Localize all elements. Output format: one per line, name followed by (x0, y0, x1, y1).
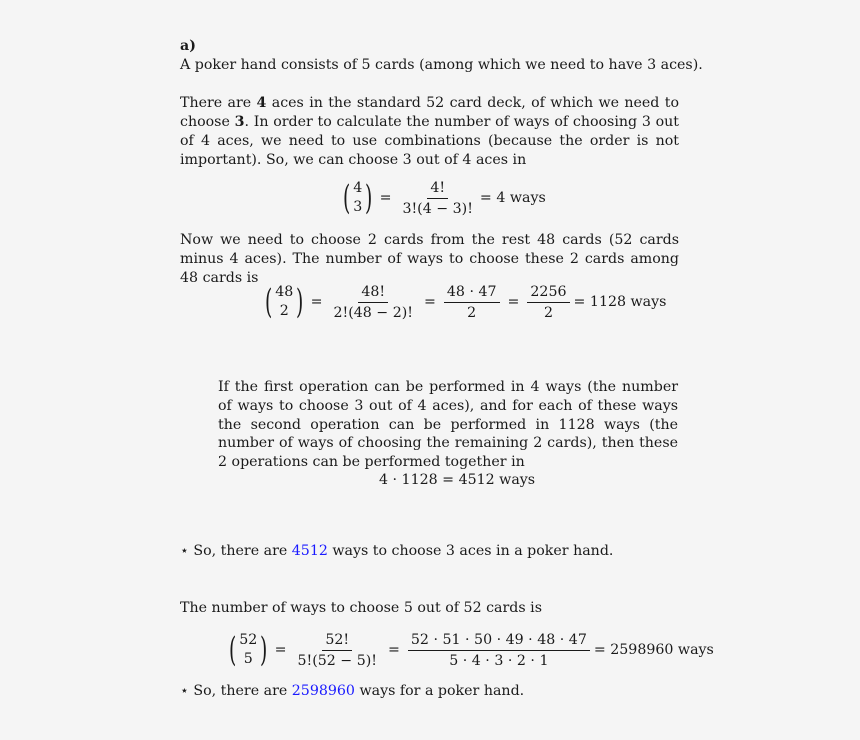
binomial-48-2: ( 48 2 ) (264, 282, 304, 322)
multiplication-rule-paragraph: If the first operation can be performed in 4 ways (the number of ways to choose 3 out of 4 aces), and for each of these ways the second operation can be performed in 1128 ways (the number of ways of choosing the remaining 2 cards), then these 2 operations can be performed together in (218, 379, 678, 471)
binomial-4-3: ( 4 3 ) (342, 178, 373, 218)
highlight-value: 4512 (291, 543, 328, 559)
equation-product: 4 · 1128 = 4512 ways (379, 472, 536, 488)
aces-paragraph: There are 4 aces in the standard 52 card deck, of which we need to choose 3. In order to calculate the number of ways of choosing 3 out of 4 aces, we need to use combinations (because the order is not important). So, we can choose 3 out of 4 aces in (180, 95, 679, 168)
choose-count: 3 (234, 114, 245, 130)
star-icon: ⋆ (180, 683, 189, 699)
fraction: $\frac{52!}{5!(52 - 5)!}$ (297, 631, 377, 669)
intro-text: A poker hand consists of 5 cards (among which we need to have 3 aces). (180, 57, 703, 73)
fraction: $\frac{4!}{3!(4 - 3)!}$ (402, 179, 473, 217)
equation-total: ( 52 5 ) = $\frac{52!}{5!(52 - 5)!}$ = $\frac{52 \cdot 51 \cdot 50 \cdot 49 \cdot 48 \cdot 47}{5 \cdot 4 \cdot 3 \cdot 2 \cdot 1}$ = 2598960 ways (226, 630, 714, 670)
binomial-52-5: ( 52 5 ) (228, 630, 268, 670)
fraction: $\frac{48 \cdot 47}{2}$ (444, 283, 500, 322)
total-paragraph: The number of ways to choose 5 out of 52 cards is (180, 600, 542, 616)
equation-remaining: ( 48 2 ) = $\frac{48!}{2!(48 - 2)!}$ = $\frac{48 \cdot 47}{2}$ = $\frac{2256}{2}$ = 1128 ways (262, 282, 666, 322)
fraction: $\frac{48!}{2!(48 - 2)!}$ (333, 283, 413, 321)
conclusion-aces: ⋆ So, there are 4512 ways to choose 3 aces in a poker hand. (180, 543, 614, 559)
aces-count: 4 (256, 95, 267, 111)
part-label: a) (180, 38, 196, 54)
fraction: $\frac{2256}{2}$ (527, 283, 569, 322)
highlight-value: 2598960 (291, 683, 355, 699)
star-icon: ⋆ (180, 543, 189, 559)
conclusion-total: ⋆ So, there are 2598960 ways for a poker hand. (180, 683, 525, 699)
rest-paragraph: Now we need to choose 2 cards from the rest 48 cards (52 cards minus 4 aces). The number of ways to choose these 2 cards among 48 cards is (180, 232, 679, 286)
fraction: $\frac{52 \cdot 51 \cdot 50 \cdot 49 \cdot 48 \cdot 47}{5 \cdot 4 \cdot 3 \cdot 2 \cdot 1}$ (408, 631, 590, 670)
equation-aces: ( 4 3 ) = $\frac{4!}{3!(4 - 3)!}$ = 4 ways (340, 178, 546, 218)
